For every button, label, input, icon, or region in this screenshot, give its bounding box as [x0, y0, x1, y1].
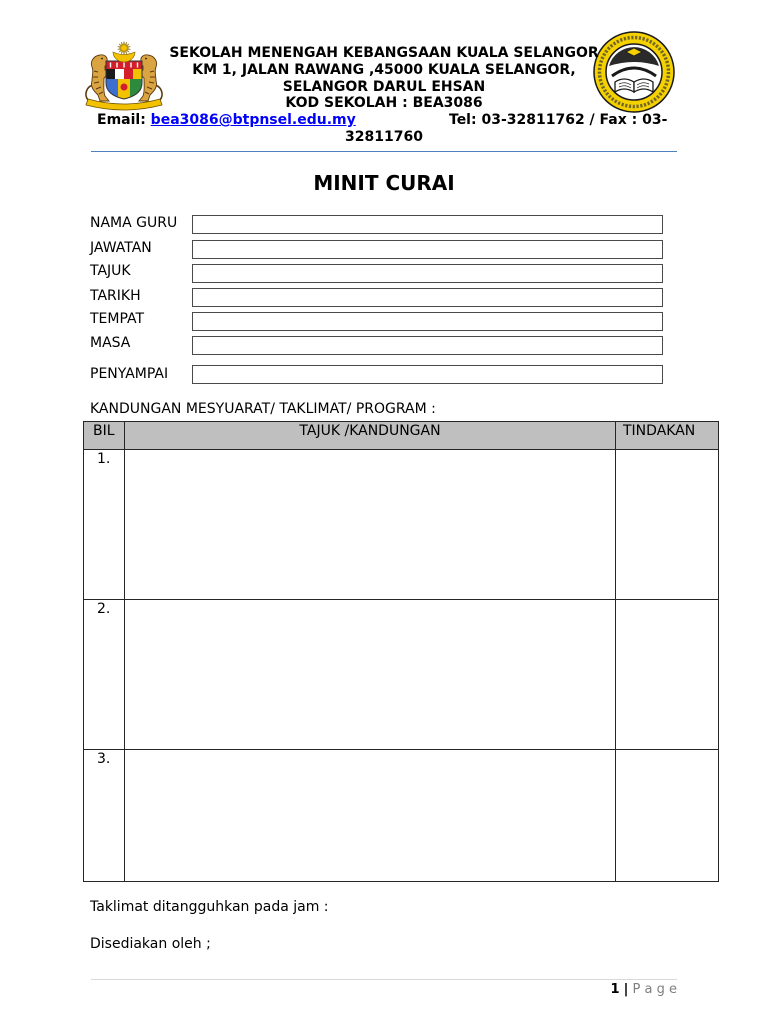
jawatan-field[interactable]	[192, 240, 663, 259]
address-line-1: KM 1, JALAN RAWANG ,45000 KUALA SELANGOR,	[192, 62, 576, 78]
tajuk-field[interactable]	[192, 264, 663, 283]
page-footer	[610, 982, 677, 998]
nama-guru-field[interactable]	[192, 215, 663, 234]
header-divider	[91, 151, 677, 152]
field-label-tarikh: TARIKH	[90, 288, 141, 304]
content-cell	[125, 600, 616, 750]
content-cell	[125, 450, 616, 600]
school-name: SEKOLAH MENENGAH KEBANGSAAN KUALA SELANGOR	[169, 45, 599, 61]
email-link[interactable]: bea3086@btpnsel.edu.my	[150, 112, 356, 128]
page-separator: |	[623, 982, 629, 997]
action-cell	[616, 750, 719, 882]
table-row	[84, 600, 719, 750]
phone-fax-continued: 32811760	[345, 129, 423, 145]
minutes-table	[83, 421, 719, 882]
field-label-penyampai: PENYAMPAI	[90, 366, 169, 382]
footer-divider	[91, 979, 677, 980]
field-label-jawatan: JAWATAN	[90, 240, 152, 256]
page-title: MINIT CURAI	[313, 171, 455, 195]
action-cell	[616, 450, 719, 600]
tarikh-field[interactable]	[192, 288, 663, 307]
action-cell	[616, 600, 719, 750]
table-header-row	[84, 422, 719, 450]
penyampai-field[interactable]	[192, 365, 663, 384]
school-code: KOD SEKOLAH : BEA3086	[285, 95, 483, 111]
email-label: Email:	[97, 112, 146, 128]
row-number: 2.	[84, 600, 125, 750]
phone-fax: Tel: 03-32811762 / Fax : 03-	[449, 112, 668, 128]
masa-field[interactable]	[192, 336, 663, 355]
field-label-masa: MASA	[90, 335, 131, 351]
row-number: 3.	[84, 750, 125, 882]
table-row	[84, 450, 719, 600]
adjourned-label: Taklimat ditangguhkan pada jam :	[90, 899, 329, 915]
content-cell	[125, 750, 616, 882]
email-line	[97, 112, 356, 129]
field-label-tajuk: TAJUK	[90, 263, 131, 279]
page-word: P a g e	[632, 982, 677, 997]
field-label-nama-guru: NAMA GURU	[90, 215, 178, 231]
row-number: 1.	[84, 450, 125, 600]
column-header-tajuk-kandungan: TAJUK /KANDUNGAN	[125, 422, 616, 450]
column-header-tindakan: TINDAKAN	[616, 422, 719, 450]
column-header-bil: BIL	[84, 422, 125, 450]
content-section-label: KANDUNGAN MESYUARAT/ TAKLIMAT/ PROGRAM :	[90, 401, 436, 417]
address-line-2: SELANGOR DARUL EHSAN	[282, 79, 486, 95]
tempat-field[interactable]	[192, 312, 663, 331]
table-row	[84, 750, 719, 882]
field-label-tempat: TEMPAT	[90, 311, 145, 327]
prepared-by-label: Disediakan oleh ;	[90, 936, 211, 952]
page-number: 1	[610, 982, 620, 997]
